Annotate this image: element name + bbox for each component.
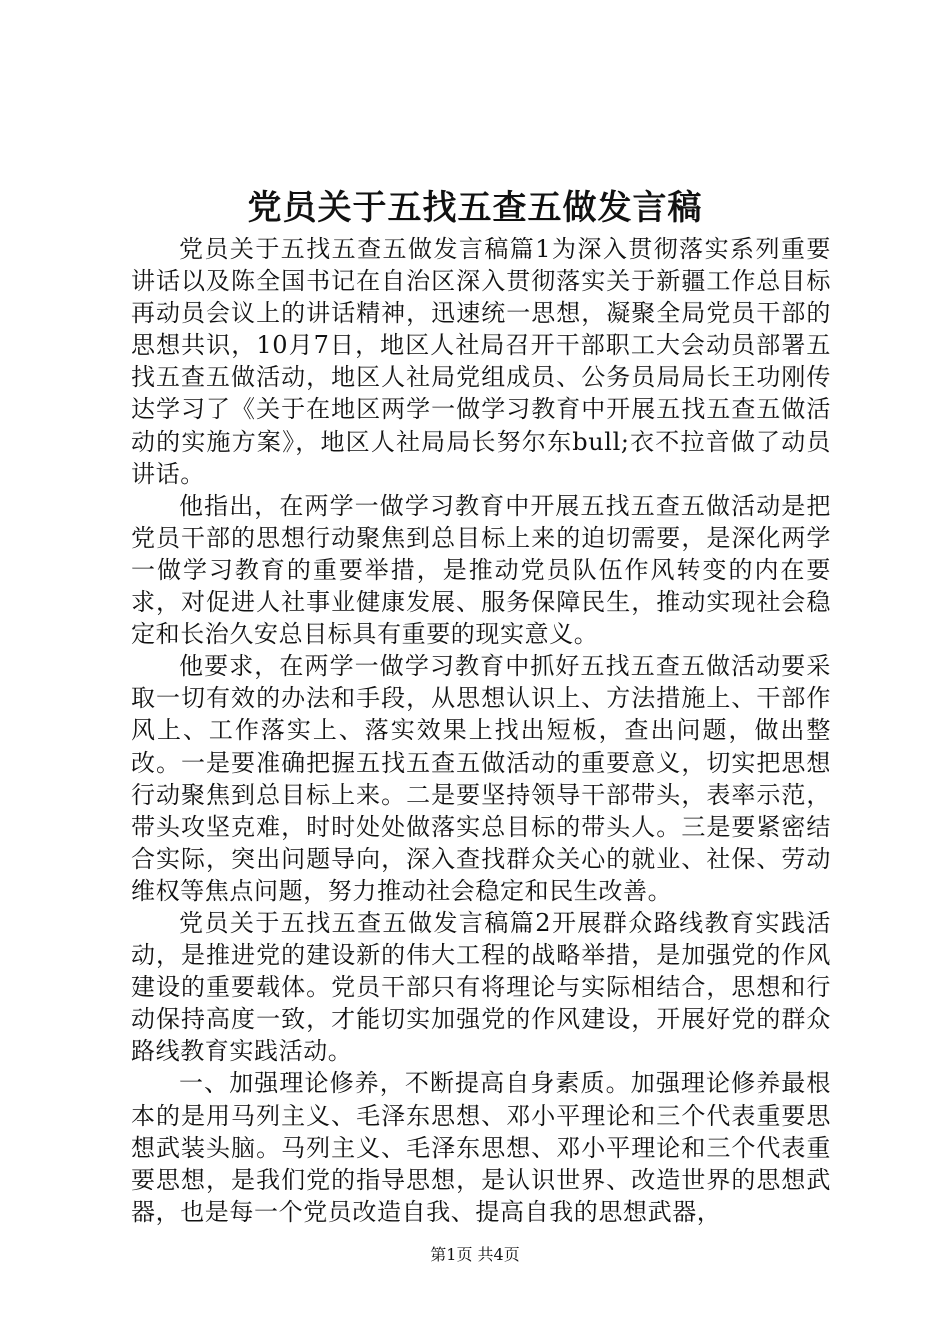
paragraph: 他要求，在两学一做学习教育中抓好五找五查五做活动要采取一切有效的办法和手段，从思想认识上、方法措施上、干部作风上、工作落实上、落实效果上找出短板，查出问题，做出整改。一是要准确把握五找五查五做活动的重要意义，切实把思想行动聚焦到总目标上来。二是要坚持领导干部带头，表率示范，带头攻坚克难，时时处处做落实总目标的带头人。三是要紧密结合实际，突出问题导向，深入查找群众关心的就业、社保、劳动维权等焦点问题，努力推动社会稳定和民生改善。 [131,652,831,905]
paragraph: 党员关于五找五查五做发言稿篇1为深入贯彻落实系列重要讲话以及陈全国书记在自治区深入贯彻落实关于新疆工作总目标再动员会议上的讲话精神，迅速统一思想，凝聚全局党员干部的思想共识，10月7日，地区人社局召开干部职工大会动员部署五找五查五做活动，地区人社局党组成员、公务员局局长王功刚传达学习了《关于在地区两学一做学习教育中开展五找五查五做活动的实施方案》，地区人社局局长努尔东bull;衣不拉音做了动员讲话。 [131,235,831,488]
paragraph: 党员关于五找五查五做发言稿篇2开展群众路线教育实践活动，是推进党的建设新的伟大工程的战略举措，是加强党的作风建设的重要载体。党员干部只有将理论与实际相结合，思想和行动保持高度一致，才能切实加强党的作风建设，开展好党的群众路线教育实践活动。 [131,908,831,1066]
document-title: 党员关于五找五查五做发言稿 [247,188,703,228]
paragraph: 他指出，在两学一做学习教育中开展五找五查五做活动是把党员干部的思想行动聚焦到总目标上来的迫切需要，是深化两学一做学习教育的重要举措，是推动党员队伍作风转变的内在要求，对促进人社事业健康发展、服务保障民生，推动实现社会稳定和长治久安总目标具有重要的现实意义。 [131,491,831,649]
paragraph: 一、加强理论修养，不断提高自身素质。加强理论修养最根本的是用马列主义、毛泽东思想、邓小平理论和三个代表重要思想武装头脑。马列主义、毛泽东思想、邓小平理论和三个代表重要思想，是我们党的指导思想，是认识世界、改造世界的思想武器，也是每一个党员改造自我、提高自我的思想武器， [131,1069,831,1226]
page-footer: 第1页 共4页 [430,1245,520,1264]
document-body [131,233,831,1228]
